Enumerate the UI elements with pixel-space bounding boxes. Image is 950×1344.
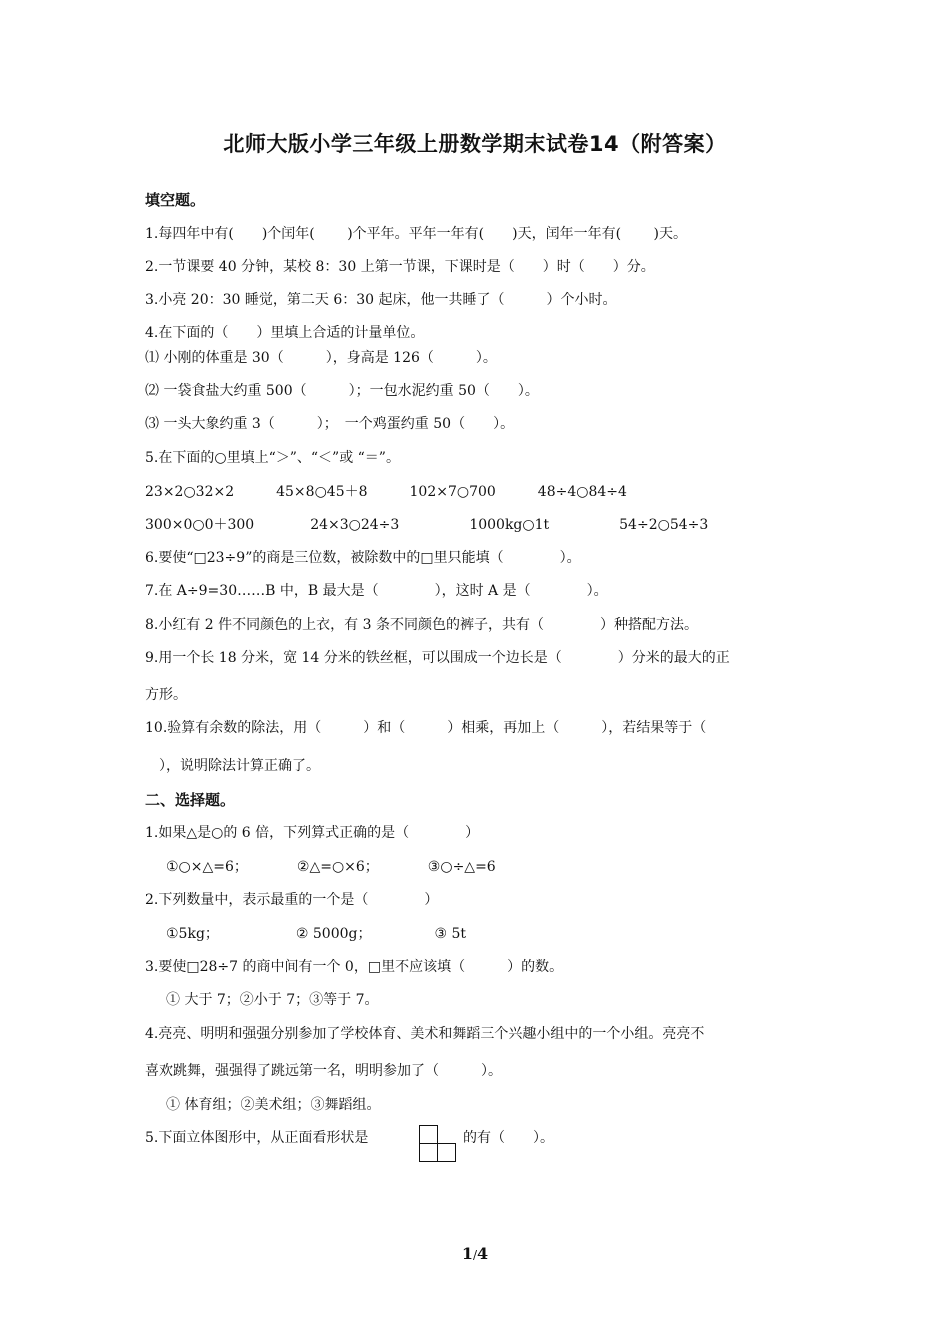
question-line: 5.下面立体图形中，从正面看形状是	[145, 1130, 369, 1146]
question-line: 8.小红有 2 件不同颜色的上衣，有 3 条不同颜色的裤子，共有（ ）种搭配方法。	[145, 617, 698, 633]
question-line: 3.小亮 20：30 睡觉，第二天 6：30 起床，他一共睡了（ ）个小时。	[145, 292, 617, 308]
option-line: ① 大于 7；②小于 7；③等于 7。	[166, 992, 379, 1008]
question-line: ⑵ 一袋食盐大约重 500（ ）；一包水泥约重 50（ ）。	[145, 383, 539, 399]
question-line: 2.下列数量中，表示最重的一个是（ ）	[145, 892, 439, 908]
question-line: 10.验算有余数的除法，用（ ）和（ ）相乘，再加上（ ），若结果等于（	[145, 720, 707, 736]
section-heading-fill-blank: 填空题。	[145, 191, 206, 209]
question-line: 5.在下面的○里填上“＞”、“＜”或 “＝”。	[145, 450, 400, 466]
page-title: 北师大版小学三年级上册数学期末试卷14（附答案）	[223, 132, 727, 156]
question-line: 4.亮亮、明明和强强分别参加了学校体育、美术和舞蹈三个兴趣小组中的一个小组。亮亮不	[145, 1026, 705, 1042]
question-line: 23×2○32×2 45×8○45＋8 102×7○700 48÷4○84÷4	[145, 484, 627, 500]
question-line: 9.用一个长 18 分米，宽 14 分米的铁丝框，可以围成一个边长是（ ）分米的最大的正	[145, 650, 730, 666]
section-heading-choice: 二、选择题。	[145, 791, 236, 809]
question-line: 喜欢跳舞，强强得了跳远第一名，明明参加了（ ）。	[145, 1063, 502, 1079]
current-page: 1	[461, 1244, 473, 1263]
page-separator: /	[472, 1248, 478, 1262]
question-line: 1.每四年中有( )个闰年( )个平年。平年一年有( )天，闰年一年有( )天。	[145, 226, 687, 242]
option-line: ①○×△=6； ②△=○×6； ③○÷△=6	[166, 859, 496, 875]
front-view-shape-icon	[419, 1125, 457, 1163]
question-line: 7.在 A÷9=30……B 中，B 最大是（ ），这时 A 是（ ）。	[145, 583, 608, 599]
option-line: ①5kg； ② 5000g； ③ 5t	[166, 926, 467, 942]
question-line: ⑴ 小刚的体重是 30（ ），身高是 126（ ）。	[145, 350, 497, 366]
question-line: 1.如果△是○的 6 倍，下列算式正确的是（ ）	[145, 825, 480, 841]
question-line: 6.要使“□23÷9”的商是三位数，被除数中的□里只能填（ ）。	[145, 550, 581, 566]
question-line: 3.要使□28÷7 的商中间有一个 0，□里不应该填（ ）的数。	[145, 959, 564, 975]
question-line: 300×0○0＋300 24×3○24÷3 1000kg○1t 54÷2○54÷3	[145, 517, 709, 533]
option-line: ① 体育组；②美术组；③舞蹈组。	[166, 1097, 381, 1113]
question-line: 方形。	[145, 687, 187, 703]
page-number	[0, 1244, 950, 1263]
question-line: 4.在下面的（ ）里填上合适的计量单位。	[145, 325, 425, 341]
question-line: ），说明除法计算正确了。	[145, 758, 320, 774]
question-line: ⑶ 一头大象约重 3（ ）； 一个鸡蛋约重 50（ ）。	[145, 416, 515, 432]
total-pages: 4	[477, 1244, 489, 1263]
question-line-tail: 的有（ ）。	[463, 1130, 554, 1146]
question-line: 2.一节课要 40 分钟，某校 8：30 上第一节课，下课时是（ ）时（ ）分。	[145, 259, 655, 275]
